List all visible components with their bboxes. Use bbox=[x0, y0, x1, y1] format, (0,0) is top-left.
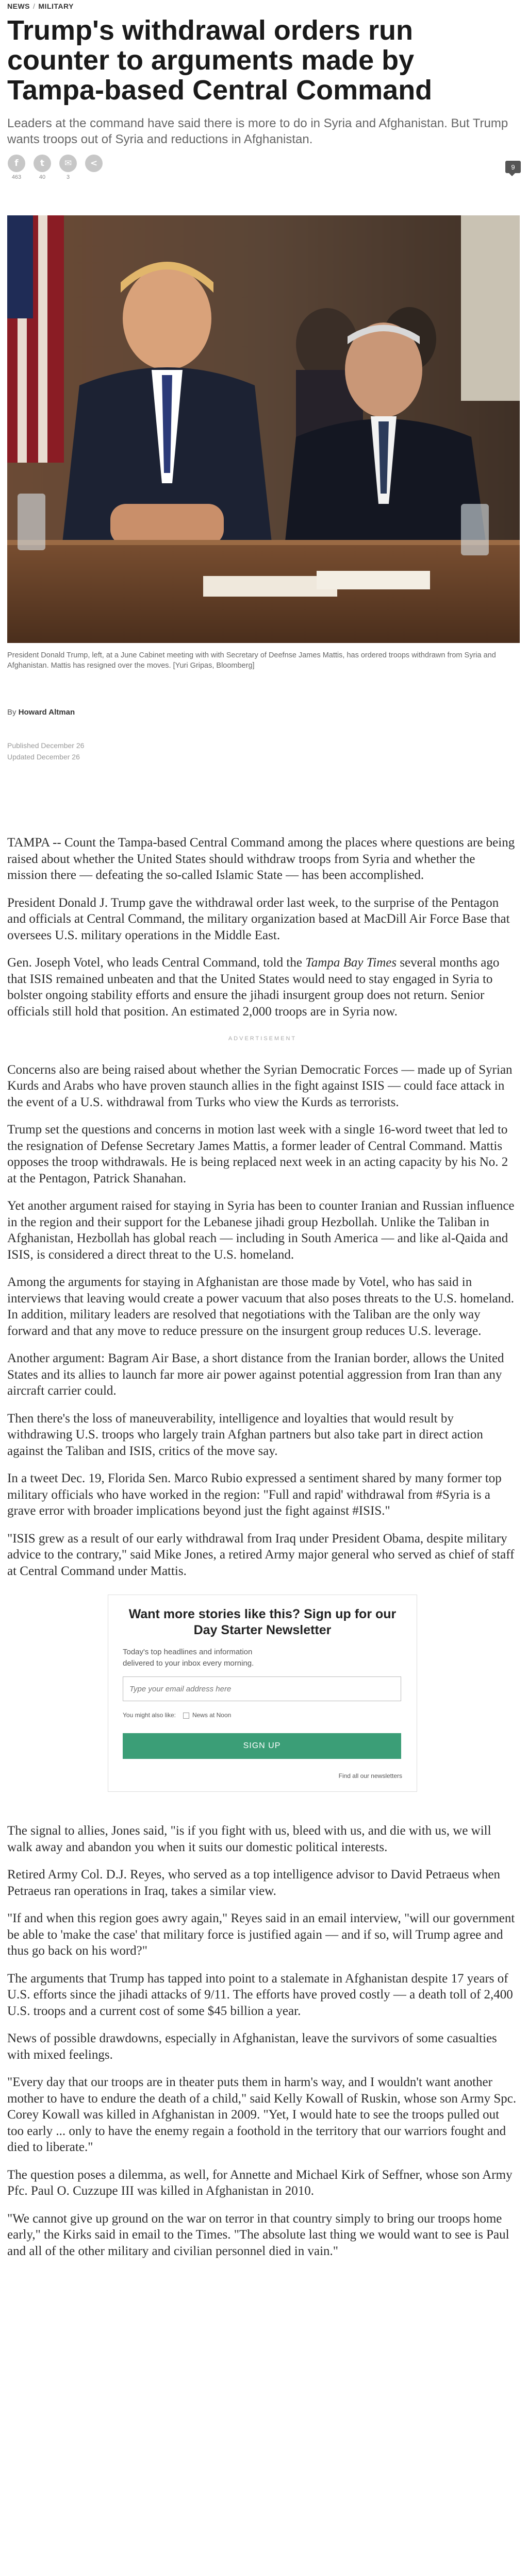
paragraph: President Donald J. Trump gave the withdrawal order last week, to the surprise of the Pentagon and officials at Central Command, the military organization based at MacDill Air Force Base that oversees U.S. military operations in the Middle East. bbox=[7, 895, 510, 942]
paragraph: Another argument: Bagram Air Base, a short distance from the Iranian border, allows the United States and its allies to launch far more air power against potential aggression from Iran than any aircraft carrier could. bbox=[7, 1351, 504, 1398]
breadcrumb bbox=[7, 2, 74, 10]
published-date: Published December 26 bbox=[7, 741, 85, 750]
article-dek: Leaders at the command have said there is more to do in Syria and Afghanistan. But Trump wants troops out of Syria and reductions in Afghanistan. bbox=[7, 116, 508, 146]
breadcrumb-news[interactable]: NEWS bbox=[7, 2, 30, 10]
newsletter-options bbox=[123, 1707, 402, 1724]
headline: Trump's withdrawal orders run counter to arguments made by Tampa-based Central Command bbox=[7, 15, 433, 106]
share-facebook[interactable] bbox=[7, 155, 26, 180]
photo-caption: President Donald Trump, left, at a June Cabinet meeting with with Secretary of Deefnse James Mattis, has ordered troops withdrawn from Syria and Afghanistan. Mattis has resigned over the moves. [Yuri Gripas, Bloomberg] bbox=[7, 651, 496, 670]
share-count: 40 bbox=[39, 174, 46, 180]
share-more[interactable] bbox=[85, 155, 103, 180]
paragraph: "Every day that our troops are in theater puts them in harm's way, and I wouldn't want another mother to have to endure the death of a child," said Kelly Kowall of Ruskin, whose son Army Spc. Corey Kowall was killed in Afghanistan in 2009. "Yet, I would hate to see the troops pulled out too early ... only to have the enemy regain a foothold in the territory that our warriors fought and died to liberate." bbox=[7, 2075, 517, 2154]
twitter-icon: t bbox=[34, 155, 51, 172]
advertisement-label: ADVERTISEMENT bbox=[228, 1036, 297, 1042]
paragraph: Then there's the loss of maneuverability, intelligence and loyalties that would result by withdrawing U.S. troops who largely train Afghan partners but also take part in direct action against the Taliban and ISIS, critics of the move say. bbox=[7, 1411, 483, 1458]
share-icon: < bbox=[85, 155, 103, 172]
paragraph: Among the arguments for staying in Afghanistan are those made by Votel, who has said in interviews that leaving would create a power vacuum that also poses threats to the U.S. homeland. In addition, military leaders are resolved that negotiations with the Taliban are the only way forward and that any move to reduce pressure on the insurgent group reduces U.S. leverage. bbox=[7, 1275, 515, 1338]
option-label: News at Noon bbox=[192, 1711, 232, 1719]
author-link[interactable]: Howard Altman bbox=[18, 708, 75, 717]
publish-info bbox=[7, 740, 84, 762]
paragraph: "If and when this region goes awry again," Reyes said in an email interview, "will our government be able to 'make the case' that military force is justified again — and if so, will Trump agree and thus go back on his word?" bbox=[7, 1911, 515, 1958]
byline-prefix: By bbox=[7, 708, 16, 717]
paragraph: In a tweet Dec. 19, Florida Sen. Marco Rubio expressed a sentiment shared by many former top military officials who have worked in the region: "Full and rapid' withdrawal from #Syria is a grave error with broader implications beyond just the fight against #ISIS." bbox=[7, 1471, 502, 1518]
paragraph: TAMPA -- Count the Tampa-based Central Command among the places where questions are being raised about whether the United States should withdraw troops from Syria and whether the mission there — defeating the so-called Islamic State — has been accomplished. bbox=[7, 836, 515, 882]
byline bbox=[7, 708, 75, 717]
paragraph: The signal to allies, Jones said, "is if you fight with us, bleed with us, and die with us, we will walk away and abandon you when it suits our domestic political interests. bbox=[7, 1824, 491, 1854]
email-icon: ✉ bbox=[59, 155, 77, 172]
newsletter-title: Want more stories like this? Sign up for our Day Starter Newsletter bbox=[128, 1607, 397, 1637]
share-count: 3 bbox=[66, 174, 70, 180]
paragraph: Retired Army Col. D.J. Reyes, who served as a top intelligence advisor to David Petraeus when Petraeus ran operations in Iraq, takes a similar view. bbox=[7, 1868, 501, 1898]
share-twitter[interactable] bbox=[33, 155, 52, 180]
comments-button[interactable]: 9 bbox=[505, 161, 521, 173]
article-body bbox=[7, 835, 518, 2270]
paragraph: Gen. Joseph Votel, who leads Central Command, told the Tampa Bay Times several months ago that ISIS remained unbeaten and that the United States would need to stay engaged in Syria to bolster ongoing stability efforts and ensure the jihadi insurgent group does not return. Senior officials still hold that position. An estimated 2,000 troops are in Syria now. bbox=[7, 956, 500, 1019]
flag bbox=[7, 215, 64, 463]
share-count: 463 bbox=[11, 174, 22, 180]
paragraph: Concerns also are being raised about whether the Syrian Democratic Forces — made up of Syrian Kurds and Arabs who have proven staunch allies in the fight against ISIS — could face attack in the event of a U.S. withdrawal from Turks who view the Kurds as terrorists. bbox=[7, 1062, 513, 1109]
breadcrumb-military[interactable]: MILITARY bbox=[38, 2, 74, 10]
paragraph: The question poses a dilemma, as well, for Annette and Michael Kirk of Seffner, whose son Army Pfc. Paul O. Cuzzupe III was killed in Afghanistan in 2010. bbox=[7, 2167, 513, 2198]
lead-photo bbox=[7, 215, 520, 643]
paragraph: "ISIS grew as a result of our early withdrawal from Iraq under President Obama, despite military advice to the contrary," said Mike Jones, a retired Army major general who served as chief of staff at Central Command under Mattis. bbox=[7, 1531, 515, 1578]
newsletter-signup bbox=[108, 1595, 417, 1792]
also-like-label: You might also like: bbox=[123, 1711, 176, 1719]
paragraph: The arguments that Trump has tapped into point to a stalemate in Afghanistan despite 17 years of U.S. efforts since the jihadi attacks of 9/11. The efforts have proved costly — a death toll of 2,400 U.S. troops and a current cost of some $45 billion a year. bbox=[7, 1971, 513, 2018]
newsletter-description: Today's top headlines and information delivered to your inbox every morning. bbox=[123, 1648, 254, 1668]
facebook-icon: f bbox=[8, 155, 25, 172]
share-email[interactable] bbox=[59, 155, 77, 180]
all-newsletters-link[interactable]: Find all our newsletters bbox=[338, 1772, 402, 1780]
paragraph: News of possible drawdowns, especially in Afghanistan, leave the survivors of some casualties with mixed feelings. bbox=[7, 2031, 497, 2062]
option-news-at-noon[interactable] bbox=[183, 1707, 231, 1724]
checkbox-icon[interactable] bbox=[183, 1713, 189, 1719]
breadcrumb-separator: / bbox=[33, 2, 36, 10]
email-input[interactable] bbox=[123, 1676, 401, 1701]
sign-up-button[interactable]: SIGN UP bbox=[123, 1733, 401, 1759]
cabinet-meeting-photo bbox=[7, 215, 520, 643]
share-bar bbox=[7, 155, 103, 180]
paragraph: Yet another argument raised for staying in Syria has been to counter Iranian and Russian influence in the region and their support for the Lebanese jihadi group Hezbollah. Unlike the Taliban in Afghanistan, Hezbollah has global reach — including in South America — and like al-Qaida and ISIS, is considered a direct threat to the U.S. homeland. bbox=[7, 1199, 515, 1262]
paragraph: "We cannot give up ground on the war on terror in that country simply to bring our troops home early," the Kirks said in email to the Times. "The absolute last thing we would want to see is Paul and all of the other military and civilian personnel died in vain." bbox=[7, 2211, 509, 2258]
paragraph: Trump set the questions and concerns in motion last week with a single 16-word tweet that led to the resignation of Defense Secretary James Mattis, a former leader of Central Command. Mattis opposes the troop withdrawals. He is being replaced next week in an acting capacity by his No. 2 at the Pentagon, Patrick Shanahan. bbox=[7, 1123, 508, 1185]
updated-date: Updated December 26 bbox=[7, 753, 80, 761]
